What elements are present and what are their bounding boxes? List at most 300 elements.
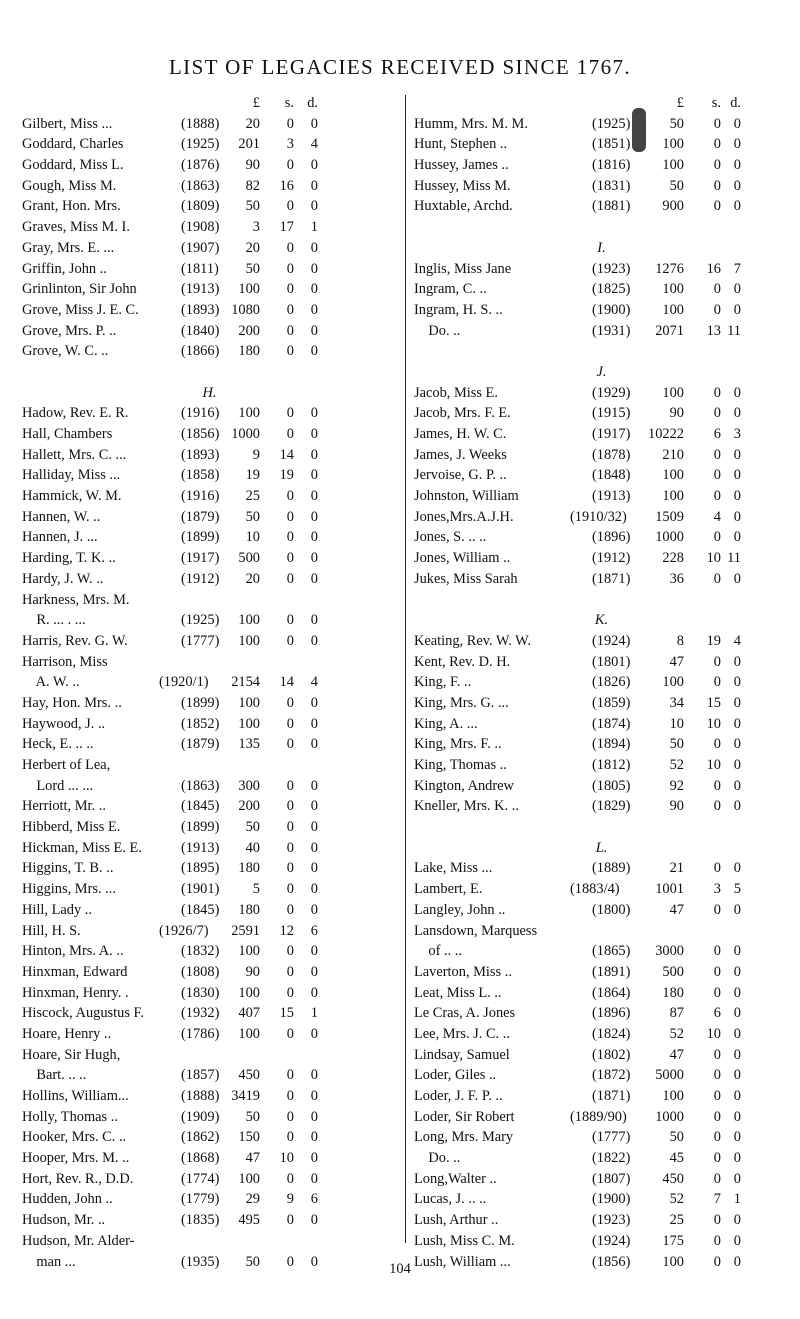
amount-shillings: 0	[286, 550, 294, 567]
legacy-entry	[22, 817, 397, 838]
legator-name: Hooker, Mrs. C. ..	[22, 1129, 127, 1146]
amount-pounds: 92	[669, 777, 684, 794]
amount-shillings: 14	[279, 446, 294, 463]
amount-shillings: 0	[713, 1067, 721, 1084]
amount-pence: 0	[733, 488, 741, 505]
amount-pence: 0	[733, 715, 741, 732]
legacy-entry	[22, 796, 397, 817]
legacy-year: (1866)	[181, 343, 220, 360]
legacy-year: (1871)	[592, 1088, 631, 1104]
amount-shillings: 0	[713, 467, 721, 484]
legator-name: Hollins, William...	[22, 1088, 129, 1104]
legator-name: Grove, W. C. ..	[22, 343, 109, 360]
amount-pence: 0	[310, 777, 318, 794]
legacy-entry	[22, 734, 397, 755]
legacy-entry	[414, 1148, 789, 1169]
amount-shillings: 0	[286, 1212, 294, 1229]
legacy-entry	[414, 1231, 789, 1252]
amount-pounds: 450	[238, 1067, 260, 1084]
legacy-year: (1899)	[181, 819, 220, 836]
amount-pence: 7	[733, 260, 741, 277]
pence-header: d.	[307, 95, 318, 111]
legacy-year: (1859)	[592, 694, 631, 711]
legator-name: Griffin, John ..	[22, 260, 107, 277]
shillings-header: s.	[711, 95, 721, 111]
amount-shillings: 0	[713, 653, 721, 670]
legacy-year: (1924)	[592, 1232, 631, 1249]
amount-pence: 0	[733, 1088, 741, 1104]
amount-shillings: 0	[713, 1046, 721, 1063]
legacy-entry	[414, 1086, 789, 1107]
legacy-column-right	[414, 93, 789, 1272]
legacy-entry	[22, 962, 397, 983]
amount-shillings: 0	[286, 984, 294, 1001]
legator-name: Grove, Mrs. P. ..	[22, 322, 117, 339]
legacy-year: (1915)	[592, 405, 631, 422]
amount-shillings: 0	[713, 1170, 721, 1187]
amount-pence: 1	[310, 219, 318, 236]
legacy-year: (1913)	[181, 839, 220, 856]
legacy-year: (1879)	[181, 736, 220, 753]
legacy-entry	[414, 1024, 789, 1045]
page-number: 104	[389, 1261, 411, 1277]
legator-name: Leat, Miss L. ..	[414, 984, 502, 1001]
legator-name: Loder, Giles ..	[414, 1067, 497, 1084]
legator-name: Lambert, E.	[414, 881, 483, 898]
amount-pence: 0	[733, 1129, 741, 1146]
amount-pence: 0	[310, 177, 318, 194]
legator-name: Lee, Mrs. J. C. ..	[414, 1025, 510, 1042]
legacy-year: (1831)	[592, 177, 631, 194]
amount-shillings: 9	[286, 1191, 294, 1208]
legator-name: Jacob, Mrs. F. E.	[414, 405, 511, 422]
amount-shillings: 0	[286, 281, 294, 298]
amount-pence: 0	[310, 612, 318, 629]
legacy-entry	[22, 693, 397, 714]
amount-pounds: 300	[238, 777, 260, 794]
legator-name: Hickman, Miss E. E.	[22, 839, 142, 856]
amount-pounds: 52	[669, 757, 684, 773]
legator-name: Haywood, J. ..	[22, 715, 106, 732]
amount-pence: 0	[310, 1129, 318, 1146]
legator-name: Jones,Mrs.A.J.H.	[414, 508, 514, 525]
amount-pounds: 180	[238, 860, 260, 877]
legator-name: Hort, Rev. R., D.D.	[22, 1170, 134, 1187]
legacy-entry	[22, 300, 397, 321]
legacy-year: (1878)	[592, 446, 631, 463]
legator-name: Long,Walter ..	[414, 1170, 497, 1187]
amount-pounds: 407	[238, 1005, 260, 1022]
legacy-entry	[22, 1148, 397, 1169]
legacy-entry	[22, 672, 397, 693]
amount-shillings: 6	[713, 426, 721, 442]
amount-pence: 0	[310, 198, 318, 215]
legator-name: Kent, Rev. D. H.	[414, 653, 511, 670]
amount-shillings: 0	[713, 736, 721, 753]
legacy-entry	[414, 383, 789, 404]
page-title: LIST OF LEGACIES RECEIVED SINCE 1767.	[168, 55, 632, 79]
legacy-entry	[414, 693, 789, 714]
amount-pounds: 36	[669, 570, 684, 587]
amount-pounds: 20	[245, 570, 260, 587]
amount-pounds: 50	[669, 1129, 684, 1146]
legacy-year: (1899)	[181, 529, 220, 546]
legacy-entry	[22, 610, 397, 631]
amount-pence: 0	[733, 798, 741, 815]
amount-pounds: 1509	[655, 508, 684, 525]
legator-name: Loder, Sir Robert	[414, 1108, 515, 1125]
amount-pounds: 100	[662, 467, 684, 484]
legacy-year: (1912)	[592, 550, 631, 567]
legator-name: Higgins, Mrs. ...	[22, 881, 116, 898]
amount-shillings: 10	[706, 550, 721, 567]
amount-pence: 0	[733, 446, 741, 463]
amount-pence: 0	[310, 798, 318, 815]
amount-pounds: 90	[669, 405, 684, 422]
amount-shillings: 0	[713, 674, 721, 691]
legacy-year: (1931)	[592, 322, 631, 339]
amount-pounds: 50	[669, 115, 684, 132]
amount-pence: 0	[310, 426, 318, 442]
amount-pence: 0	[733, 405, 741, 422]
amount-shillings: 10	[279, 1150, 294, 1167]
legacy-year: (1876)	[181, 157, 220, 174]
legacy-entry	[414, 900, 789, 921]
legator-name: Grinlinton, Sir John	[22, 281, 137, 298]
legacy-entry	[414, 1210, 789, 1231]
amount-pence: 0	[733, 1253, 741, 1270]
legator-name: Harding, T. K. ..	[22, 550, 116, 567]
legacy-year: (1926/7)	[159, 922, 209, 939]
amount-pence: 0	[733, 1046, 741, 1063]
legacy-entry	[22, 776, 397, 797]
amount-pence: 0	[310, 1170, 318, 1187]
amount-pounds: 47	[669, 653, 684, 670]
legacy-entry	[22, 858, 397, 879]
legator-name: Laverton, Miss ..	[414, 963, 512, 980]
legacy-year: (1863)	[181, 177, 220, 194]
amount-pounds: 50	[245, 198, 260, 215]
legacy-entry	[414, 941, 789, 962]
amount-shillings: 0	[286, 715, 294, 732]
legacy-entry	[414, 486, 789, 507]
amount-pence: 0	[310, 405, 318, 422]
amount-pence: 0	[733, 508, 741, 525]
amount-pence: 0	[733, 1212, 741, 1229]
legator-name: Humm, Mrs. M. M.	[414, 115, 528, 132]
legator-name: Lindsay, Samuel	[414, 1046, 510, 1063]
legacy-year: (1883/4)	[570, 881, 620, 898]
amount-pounds: 200	[238, 798, 260, 815]
legacy-entry	[414, 300, 789, 321]
legacy-entry	[414, 652, 789, 673]
legacy-entry	[414, 962, 789, 983]
amount-pence: 0	[310, 281, 318, 298]
legacy-year: (1862)	[181, 1129, 220, 1146]
legacy-year: (1826)	[592, 674, 631, 691]
legator-name: Goddard, Miss L.	[22, 157, 124, 174]
legator-name: Lansdown, Marquess	[414, 922, 538, 939]
legacy-entry	[22, 217, 397, 238]
amount-pence: 4	[310, 674, 318, 691]
legacy-year: (1807)	[592, 1170, 631, 1187]
amount-pence: 0	[310, 1025, 318, 1042]
amount-shillings: 19	[279, 467, 294, 484]
amount-shillings: 0	[286, 963, 294, 980]
amount-pounds: 1276	[655, 260, 684, 277]
legator-name: Hinxman, Henry. .	[22, 984, 129, 1001]
amount-pounds: 500	[662, 963, 684, 980]
legacy-entry	[22, 1169, 397, 1190]
amount-pence: 0	[733, 653, 741, 670]
amount-pence: 0	[733, 1067, 741, 1084]
amount-shillings: 0	[286, 570, 294, 587]
pounds-header: £	[676, 95, 684, 111]
legator-name: Langley, John ..	[414, 901, 506, 918]
legacy-year: (1925)	[181, 136, 220, 153]
legacy-entry	[414, 259, 789, 280]
amount-shillings: 0	[286, 943, 294, 960]
legator-name: Higgins, T. B. ..	[22, 860, 114, 877]
legacy-year: (1935)	[181, 1253, 220, 1270]
legator-name: Jones, S. .. ..	[414, 529, 487, 546]
amount-pounds: 82	[245, 177, 260, 194]
amount-pounds: 87	[669, 1005, 684, 1022]
legacy-entry	[22, 1024, 397, 1045]
legacy-entry	[22, 1127, 397, 1148]
legacy-year: (1863)	[181, 777, 220, 794]
amount-shillings: 6	[713, 1005, 721, 1022]
legator-name: Hill, Lady ..	[22, 901, 92, 918]
amount-pence: 0	[310, 860, 318, 877]
amount-pence: 0	[733, 943, 741, 960]
amount-pounds: 52	[669, 1191, 684, 1208]
legacy-year: (1893)	[181, 446, 220, 463]
legacy-year: (1856)	[181, 426, 220, 442]
amount-pence: 4	[733, 632, 741, 649]
legacy-entry	[414, 858, 789, 879]
amount-pounds: 50	[669, 177, 684, 194]
legacy-year: (1816)	[592, 157, 631, 174]
legator-name: Lush, Arthur ..	[414, 1212, 499, 1229]
amount-shillings: 0	[286, 612, 294, 629]
legacy-entry	[414, 176, 789, 197]
amount-pence: 0	[310, 1088, 318, 1104]
legacy-year: (1907)	[181, 239, 220, 256]
legacy-entry	[414, 672, 789, 693]
legator-name: Hay, Hon. Mrs. ..	[22, 694, 122, 711]
amount-shillings: 0	[713, 281, 721, 298]
legacy-entry	[22, 445, 397, 466]
legacy-entry	[22, 569, 397, 590]
amount-pence: 0	[733, 1150, 741, 1167]
legacy-entry	[414, 776, 789, 797]
amount-pence: 0	[733, 1232, 741, 1249]
legacy-entry	[22, 631, 397, 652]
amount-pounds: 3419	[231, 1088, 260, 1104]
legator-name: Grove, Miss J. E. C.	[22, 301, 139, 318]
legacy-year: (1805)	[592, 777, 631, 794]
legacy-entry	[414, 321, 789, 342]
amount-pence: 0	[733, 901, 741, 918]
amount-pounds: 3000	[655, 943, 684, 960]
section-letter: H.	[202, 384, 217, 401]
amount-shillings: 0	[713, 963, 721, 980]
legacy-entry	[22, 465, 397, 486]
legacy-year: (1896)	[592, 1005, 631, 1022]
amount-pounds: 5000	[655, 1067, 684, 1084]
legacy-entry	[414, 465, 789, 486]
amount-pounds: 100	[662, 674, 684, 691]
amount-pounds: 228	[662, 550, 684, 567]
legator-name: Inglis, Miss Jane	[414, 260, 512, 277]
legacy-entry	[22, 196, 397, 217]
legacy-entry	[22, 114, 397, 135]
legacy-entry	[414, 714, 789, 735]
legacy-entry	[414, 527, 789, 548]
legacy-year: (1865)	[592, 943, 631, 960]
legacy-year: (1913)	[592, 488, 631, 505]
legacy-entry	[22, 1065, 397, 1086]
amount-shillings: 3	[286, 136, 294, 153]
legator-name: Herbert of Lea,	[22, 757, 111, 773]
legacy-year: (1924)	[592, 632, 631, 649]
amount-shillings: 4	[713, 508, 721, 525]
amount-shillings: 14	[279, 674, 294, 691]
amount-shillings: 0	[286, 1067, 294, 1084]
legacy-entry	[22, 1107, 397, 1128]
legacy-entry	[22, 652, 397, 673]
amount-pounds: 34	[669, 694, 684, 711]
amount-shillings: 0	[713, 1108, 721, 1125]
legacy-entry	[414, 796, 789, 817]
amount-pounds: 50	[245, 819, 260, 836]
legacy-year: (1825)	[592, 281, 631, 298]
legacy-entry	[414, 507, 789, 528]
legator-name: Jones, William ..	[414, 550, 511, 567]
legator-name: Kington, Andrew	[414, 777, 514, 794]
amount-shillings: 0	[286, 1129, 294, 1146]
amount-pounds: 100	[662, 488, 684, 505]
legator-name: Loder, J. F. P. ..	[414, 1088, 503, 1104]
amount-pounds: 150	[238, 1129, 260, 1146]
amount-pence: 0	[733, 467, 741, 484]
legacy-entry	[414, 1065, 789, 1086]
amount-pence: 0	[310, 550, 318, 567]
amount-pence: 0	[733, 529, 741, 546]
amount-shillings: 0	[286, 405, 294, 422]
legacy-entry	[22, 921, 397, 942]
legacy-year: (1777)	[181, 632, 220, 649]
amount-shillings: 0	[713, 1232, 721, 1249]
legacy-year: (1868)	[181, 1150, 220, 1167]
legacy-entry	[22, 1210, 397, 1231]
legacy-entry	[22, 590, 397, 611]
amount-shillings: 0	[713, 798, 721, 815]
legacy-entry	[414, 1107, 789, 1128]
amount-pounds: 1000	[231, 426, 260, 442]
legator-name: Goddard, Charles	[22, 136, 124, 153]
amount-shillings: 0	[286, 881, 294, 898]
amount-shillings: 15	[279, 1005, 294, 1022]
amount-shillings: 0	[286, 115, 294, 132]
amount-pounds: 100	[238, 943, 260, 960]
amount-pence: 0	[733, 694, 741, 711]
legacy-year: (1923)	[592, 260, 631, 277]
amount-pence: 0	[310, 260, 318, 277]
legacy-entry	[414, 734, 789, 755]
legator-name: Lush, Miss C. M.	[414, 1232, 515, 1249]
legacy-year: (1900)	[592, 301, 631, 318]
legator-name: Hinxman, Edward	[22, 963, 128, 980]
amount-pounds: 52	[669, 1025, 684, 1042]
amount-pence: 0	[733, 757, 741, 773]
amount-pounds: 180	[238, 343, 260, 360]
section-letter: I.	[597, 239, 606, 256]
legacy-entry	[22, 1086, 397, 1107]
legacy-entry	[22, 176, 397, 197]
spacer	[414, 341, 789, 362]
legacy-year: (1857)	[181, 1067, 220, 1084]
amount-shillings: 0	[713, 1253, 721, 1270]
amount-pounds: 100	[662, 136, 684, 153]
amount-pence: 0	[733, 674, 741, 691]
amount-shillings: 0	[713, 1212, 721, 1229]
amount-pence: 0	[733, 115, 741, 132]
amount-pounds: 900	[662, 198, 684, 215]
amount-pounds: 180	[662, 984, 684, 1001]
amount-pounds: 90	[669, 798, 684, 815]
amount-pounds: 20	[245, 115, 260, 132]
legacy-entry	[414, 134, 789, 155]
amount-pence: 0	[733, 157, 741, 174]
amount-shillings: 0	[286, 529, 294, 546]
legacy-entry	[22, 900, 397, 921]
amount-pence: 0	[733, 736, 741, 753]
amount-pence: 0	[310, 881, 318, 898]
legacy-entry	[414, 155, 789, 176]
section-letter: K.	[594, 612, 609, 629]
legacy-year: (1872)	[592, 1067, 631, 1084]
legacy-entry	[22, 507, 397, 528]
legacy-year: (1891)	[592, 963, 631, 980]
legator-name: Jacob, Miss E.	[414, 384, 498, 401]
legacy-entry	[22, 259, 397, 280]
amount-pounds: 29	[245, 1191, 260, 1208]
amount-shillings: 10	[706, 757, 721, 773]
amount-pence: 0	[310, 984, 318, 1001]
spacer	[414, 217, 789, 238]
amount-shillings: 0	[286, 260, 294, 277]
amount-pounds: 100	[662, 384, 684, 401]
amount-pence: 0	[733, 570, 741, 587]
amount-pence: 6	[310, 1191, 318, 1208]
legacy-entry	[414, 279, 789, 300]
legacy-year: (1864)	[592, 984, 631, 1001]
amount-pounds: 47	[669, 1046, 684, 1063]
legator-name: King, Mrs. G. ...	[414, 694, 509, 711]
spacer	[414, 590, 789, 611]
amount-shillings: 0	[713, 984, 721, 1001]
legacy-entry	[22, 424, 397, 445]
legacy-entry	[414, 403, 789, 424]
amount-pounds: 135	[238, 736, 260, 753]
amount-pence: 0	[310, 963, 318, 980]
legacy-year: (1913)	[181, 281, 220, 298]
amount-pence: 0	[310, 488, 318, 505]
legacy-entry	[22, 341, 397, 362]
legator-name: Jervoise, G. P. ..	[414, 467, 507, 484]
